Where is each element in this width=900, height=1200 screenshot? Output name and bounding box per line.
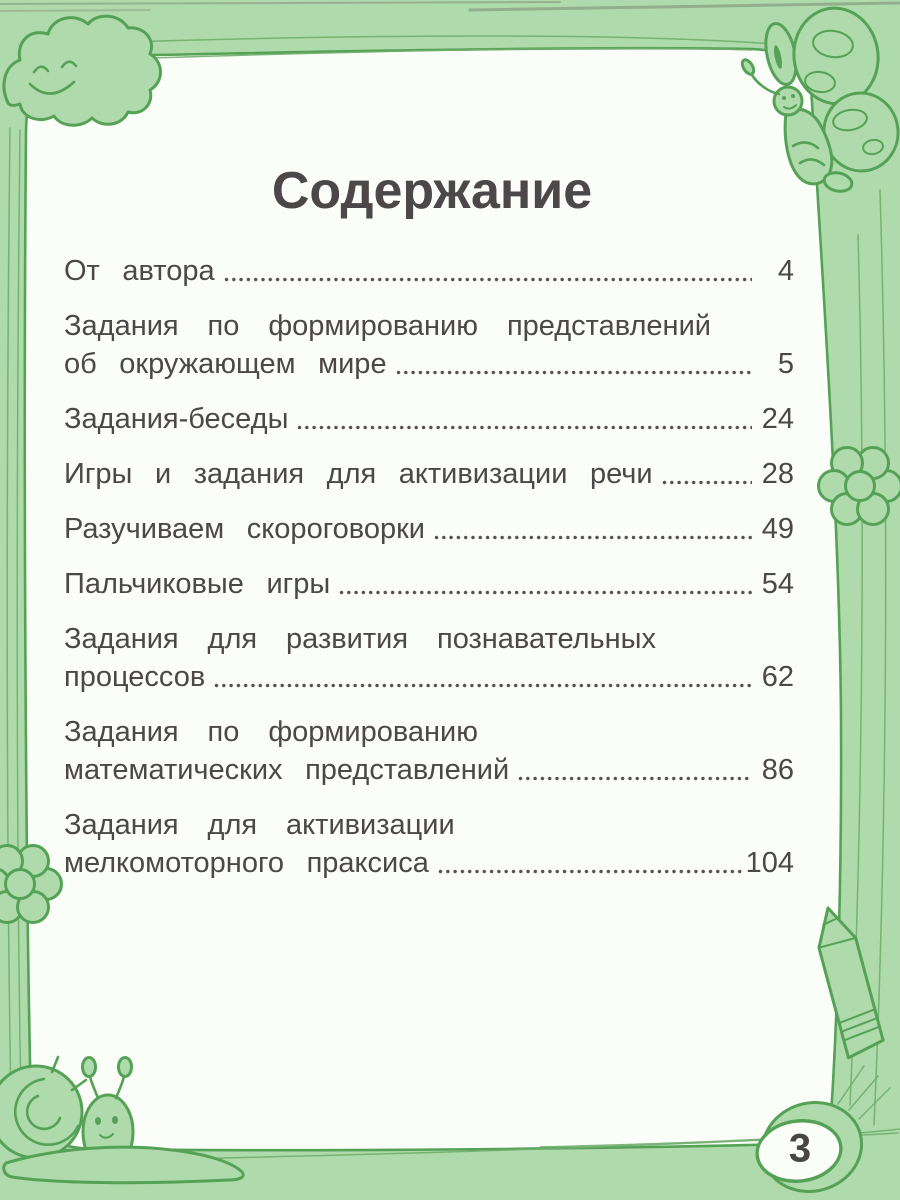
dot-leader <box>438 869 742 874</box>
toc-line <box>64 751 794 789</box>
toc-entry-title: Задания для развития познавательных <box>64 623 657 655</box>
toc-entry-title: Задания для активизации <box>64 809 455 841</box>
toc-entry <box>64 455 794 493</box>
toc-page-number: 86 <box>761 754 794 786</box>
table-of-contents <box>64 252 794 899</box>
toc-page-number: 4 <box>777 255 794 287</box>
toc-entry-title: Задания по формированию представлений <box>64 310 711 342</box>
toc-page-number: 49 <box>761 513 794 545</box>
toc-entry <box>64 806 794 882</box>
toc-entry-title: мелкомоторного праксиса <box>64 847 429 879</box>
dot-leader <box>518 776 752 781</box>
smiling-cloud-icon <box>4 16 161 125</box>
snail-eye-left <box>95 1117 101 1125</box>
toc-entry-title: Задания по формированию <box>64 716 479 748</box>
snail-eye-right <box>112 1116 118 1124</box>
flower-right-icon <box>819 448 900 525</box>
toc-page-number: 104 <box>745 847 794 879</box>
page-number: 3 <box>788 1126 812 1171</box>
toc-entry-title: Задания-беседы <box>64 403 289 435</box>
toc-entry-title: От автора <box>64 255 215 287</box>
toc-entry-title: процессов <box>64 661 206 693</box>
toc-entry <box>64 307 794 383</box>
dot-leader <box>224 277 752 282</box>
page-number-badge <box>789 1127 811 1172</box>
toc-page-number: 24 <box>761 403 794 435</box>
toc-entry <box>64 565 794 603</box>
toc-line <box>64 713 794 751</box>
dot-leader <box>339 590 752 595</box>
toc-entry <box>64 400 794 438</box>
toc-entry <box>64 620 794 696</box>
toc-line <box>64 252 794 290</box>
dot-leader <box>297 425 752 430</box>
toc-line <box>64 400 794 438</box>
toc-line <box>64 565 794 603</box>
toc-line <box>64 307 794 345</box>
page-title: Содержание <box>271 162 593 220</box>
toc-entry <box>64 510 794 548</box>
toc-entry-title: Пальчиковые игры <box>64 568 331 600</box>
toc-entry-title: об окружающем мире <box>64 348 387 380</box>
toc-page-number: 5 <box>777 348 794 380</box>
butterfly-head <box>774 87 802 115</box>
scan-artifact-lines <box>0 2 900 11</box>
toc-entry <box>64 252 794 290</box>
toc-line <box>64 806 794 844</box>
toc-line <box>64 844 794 882</box>
toc-page-number: 28 <box>761 458 794 490</box>
toc-page-number: 54 <box>761 568 794 600</box>
toc-line <box>64 510 794 548</box>
toc-entry-title: Игры и задания для активизации речи <box>64 458 653 490</box>
toc-entry <box>64 713 794 789</box>
dot-leader <box>662 480 752 485</box>
toc-page-number: 62 <box>761 661 794 693</box>
toc-line <box>64 345 794 383</box>
toc-entry-title: математических представлений <box>64 754 510 786</box>
toc-line <box>64 658 794 696</box>
toc-entry-title: Разучиваем скороговорки <box>64 513 425 545</box>
toc-line <box>64 620 794 658</box>
toc-line <box>64 455 794 493</box>
dot-leader <box>214 683 752 688</box>
dot-leader <box>434 535 752 540</box>
dot-leader <box>396 370 752 375</box>
